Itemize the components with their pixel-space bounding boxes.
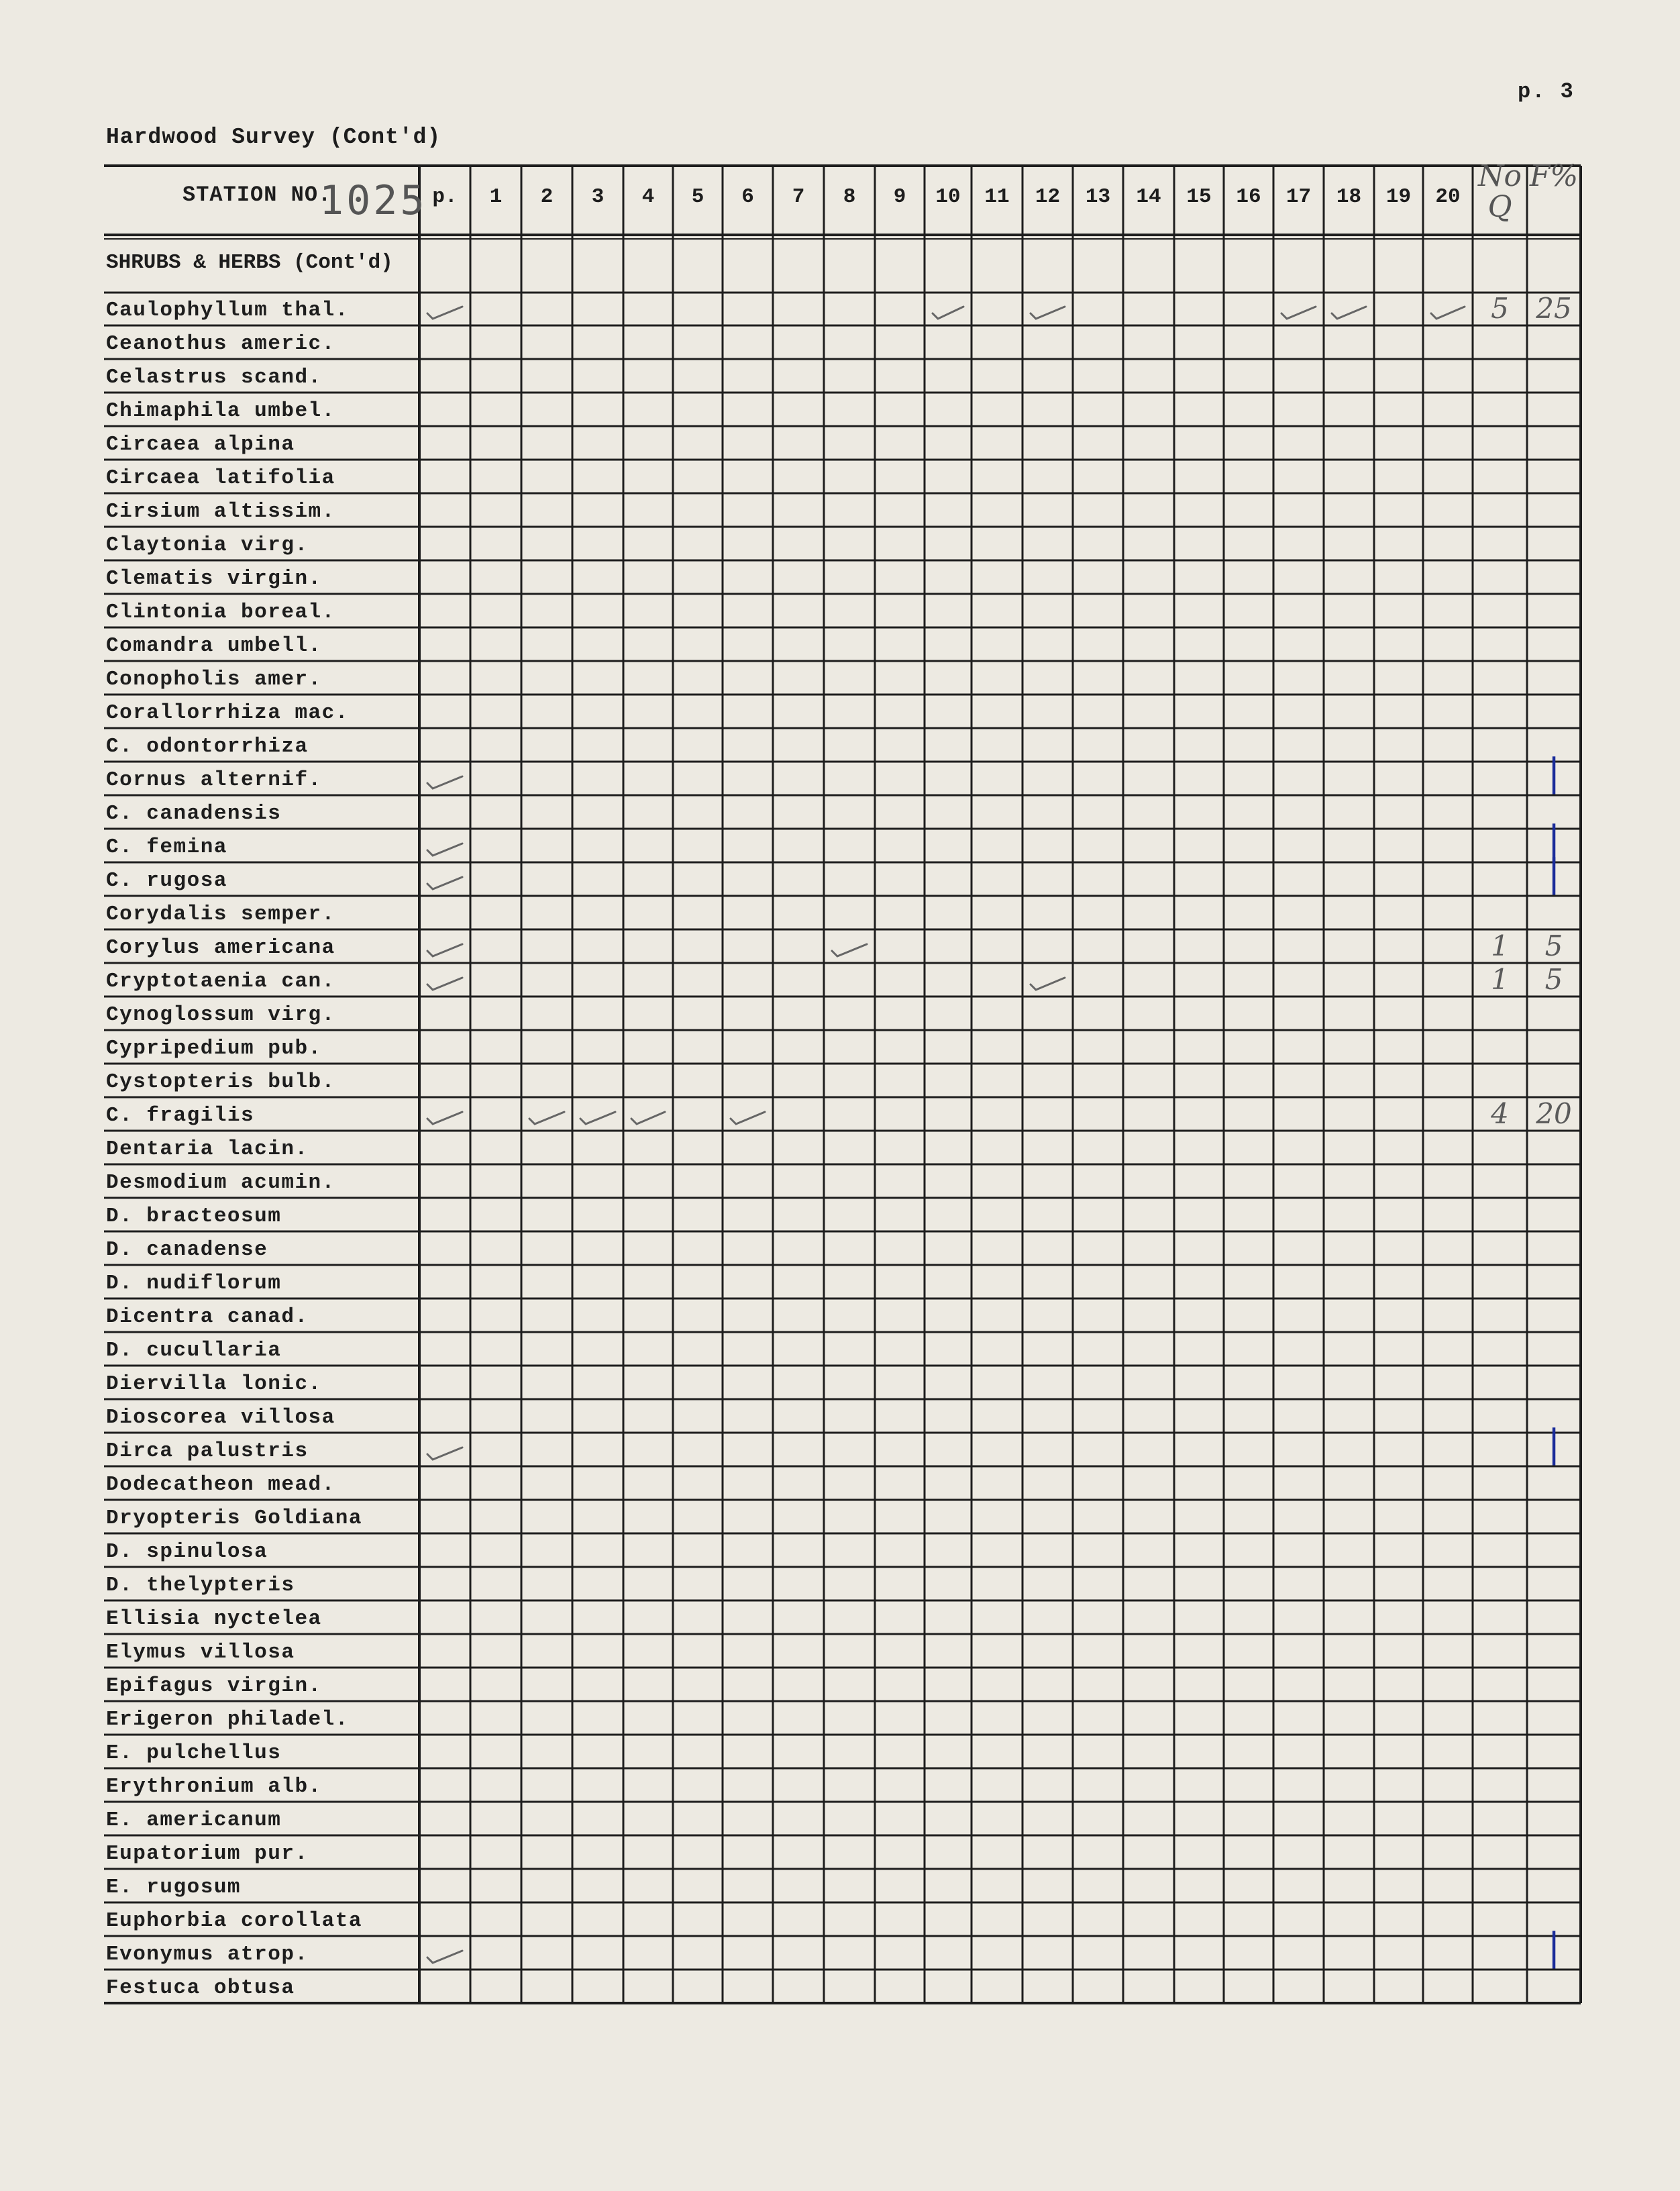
column-header: 10 — [935, 185, 961, 209]
check-mark — [1031, 978, 1065, 990]
species-name: E. rugosum — [106, 1876, 242, 1899]
species-name: C. femina — [106, 835, 227, 859]
check-mark — [631, 1112, 665, 1124]
column-header: F% — [1529, 159, 1579, 193]
species-name: Desmodium acumin. — [106, 1171, 335, 1194]
species-name: D. canadense — [106, 1238, 268, 1262]
species-name: C. rugosa — [106, 869, 227, 893]
species-name: D. cucullaria — [106, 1339, 282, 1362]
column-header: 14 — [1136, 185, 1161, 209]
species-name: C. canadensis — [106, 802, 282, 825]
column-header: 13 — [1085, 185, 1111, 209]
no-quadrats-value: 4 — [1491, 1097, 1509, 1130]
frequency-value: 20 — [1536, 1097, 1572, 1130]
check-mark — [529, 1112, 564, 1124]
species-name: Caulophyllum thal. — [106, 299, 349, 322]
species-name: Festuca obtusa — [106, 1976, 295, 2000]
check-mark — [1332, 307, 1366, 319]
species-name: Dodecatheon mead. — [106, 1473, 335, 1496]
column-header: 6 — [741, 185, 754, 209]
check-mark — [933, 307, 963, 319]
column-header: 5 — [691, 185, 704, 209]
species-name: Corydalis semper. — [106, 903, 335, 926]
species-name: Circaea latifolia — [106, 466, 335, 490]
column-header: 9 — [893, 185, 906, 209]
species-name: E. pulchellus — [106, 1741, 282, 1765]
column-header: 7 — [792, 185, 805, 209]
species-name: Cypripedium pub. — [106, 1037, 322, 1060]
check-mark — [580, 1112, 615, 1124]
check-mark — [427, 1112, 462, 1124]
column-header: 16 — [1236, 185, 1261, 209]
survey-title: Hardwood Survey (Cont'd) — [106, 125, 441, 150]
species-name: Claytonia virg. — [106, 533, 309, 557]
column-header: 11 — [984, 185, 1010, 209]
check-mark — [427, 1951, 462, 1963]
frequency-value: | — [1547, 1925, 1561, 1969]
frequency-value: | — [1547, 1422, 1561, 1466]
species-name: Clintonia boreal. — [106, 601, 335, 624]
column-header: 4 — [641, 185, 655, 209]
species-name: D. spinulosa — [106, 1540, 268, 1564]
column-header: No Q — [1478, 159, 1522, 224]
check-mark — [1281, 307, 1316, 319]
column-header: p. — [432, 185, 458, 209]
species-name: Diervilla lonic. — [106, 1372, 322, 1396]
species-name: C. odontorrhiza — [106, 735, 309, 758]
species-name: Dioscorea villosa — [106, 1406, 335, 1429]
station-number: 1025 — [319, 177, 427, 224]
species-name: Epifagus virgin. — [106, 1674, 322, 1698]
species-name: Dicentra canad. — [106, 1305, 309, 1329]
column-header: 17 — [1285, 185, 1312, 209]
species-name: Conopholis amer. — [106, 668, 322, 691]
page-number: p. 3 — [1518, 79, 1575, 104]
species-name: Cirsium altissim. — [106, 500, 335, 523]
species-name: Evonymus atrop. — [106, 1943, 309, 1966]
species-name: Corylus americana — [106, 936, 335, 960]
species-name: D. bracteosum — [106, 1205, 282, 1228]
check-mark — [427, 944, 462, 956]
station-label: STATION NO. — [182, 183, 332, 207]
species-name: E. americanum — [106, 1808, 282, 1832]
species-name: Euphorbia corollata — [106, 1909, 362, 1933]
species-name: D. nudiflorum — [106, 1272, 282, 1295]
frequency-value: | — [1547, 751, 1561, 795]
frequency-value: 5 — [1544, 929, 1563, 962]
species-name: Comandra umbell. — [106, 634, 322, 658]
frequency-value: | — [1547, 852, 1561, 895]
frequency-value: 5 — [1544, 963, 1563, 996]
column-header: 15 — [1186, 185, 1212, 209]
species-name: Chimaphila umbel. — [106, 399, 335, 423]
check-mark — [832, 944, 867, 956]
species-name: Celastrus scand. — [106, 366, 322, 389]
column-header: 3 — [591, 185, 605, 209]
no-quadrats-value: 5 — [1491, 292, 1509, 325]
species-name: Circaea alpina — [106, 433, 295, 456]
frequency-value: | — [1547, 818, 1561, 862]
check-mark — [427, 978, 462, 990]
check-mark — [427, 776, 462, 788]
no-quadrats-value: 1 — [1491, 963, 1509, 996]
column-header: 2 — [540, 185, 554, 209]
species-name: Eupatorium pur. — [106, 1842, 309, 1866]
check-mark — [731, 1112, 765, 1124]
check-mark — [1031, 307, 1065, 319]
column-header: 8 — [843, 185, 856, 209]
species-name: Ceanothus americ. — [106, 332, 335, 356]
species-name: Dirca palustris — [106, 1439, 309, 1463]
species-name: Clematis virgin. — [106, 567, 322, 591]
frequency-value: 25 — [1536, 292, 1572, 325]
species-name: Erigeron philadel. — [106, 1708, 349, 1731]
species-name: Elymus villosa — [106, 1641, 295, 1664]
check-mark — [427, 877, 462, 889]
check-mark — [427, 1447, 462, 1460]
column-header: 1 — [489, 185, 503, 209]
column-header: 19 — [1385, 185, 1412, 209]
column-header: 18 — [1336, 185, 1362, 209]
species-name: Ellisia nyctelea — [106, 1607, 322, 1631]
check-mark — [1431, 307, 1465, 319]
species-name: D. thelypteris — [106, 1574, 295, 1597]
species-name: Erythronium alb. — [106, 1775, 322, 1798]
species-name: Cryptotaenia can. — [106, 970, 335, 993]
species-name: Corallorrhiza mac. — [106, 701, 349, 725]
section-header: SHRUBS & HERBS (Cont'd) — [106, 251, 393, 274]
check-mark — [427, 844, 462, 856]
check-mark — [427, 307, 462, 319]
species-name: Cynoglossum virg. — [106, 1003, 335, 1027]
species-name: Cornus alternif. — [106, 768, 322, 792]
species-name: Cystopteris bulb. — [106, 1070, 335, 1094]
species-name: Dryopteris Goldiana — [106, 1507, 362, 1530]
species-name: Dentaria lacin. — [106, 1137, 309, 1161]
no-quadrats-value: 1 — [1491, 929, 1509, 962]
column-header: 12 — [1035, 185, 1061, 209]
column-header: 20 — [1435, 185, 1461, 209]
species-name: C. fragilis — [106, 1104, 255, 1127]
